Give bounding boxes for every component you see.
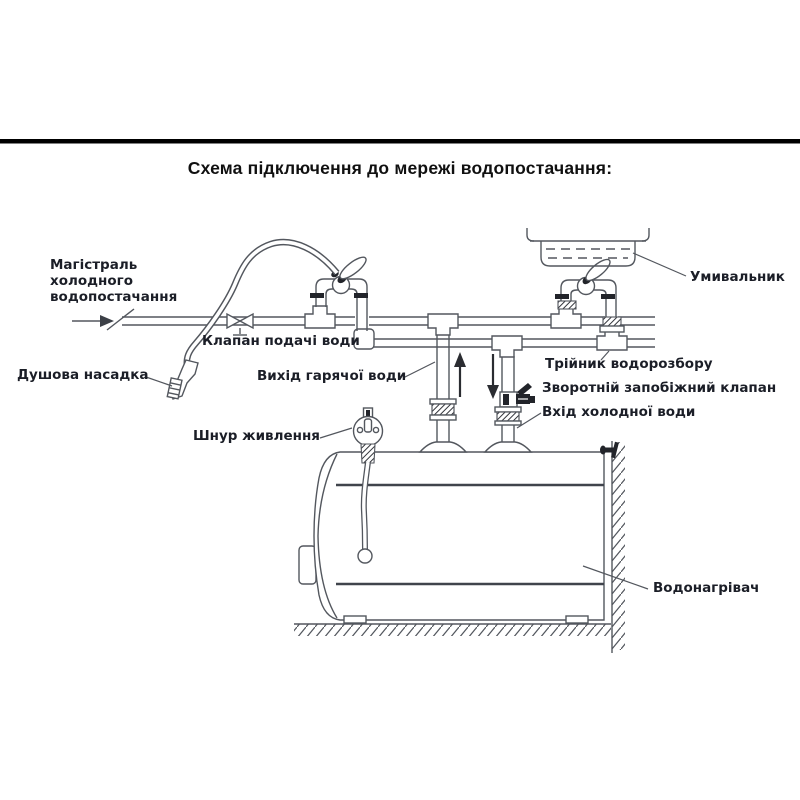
tee-cold-inlet <box>492 336 522 357</box>
tank-body <box>314 452 604 620</box>
cold-riser-union-nut <box>497 412 519 421</box>
hot-riser-flange <box>420 442 466 452</box>
label-water-heater: Водонагрівач <box>653 580 760 596</box>
cold-main-inlet <box>72 309 134 330</box>
shower-head <box>167 360 198 399</box>
basin-mixer-union-nut-hot <box>558 301 576 309</box>
safety-check-valve <box>500 383 535 407</box>
floor <box>294 624 611 636</box>
tee-hot-outlet <box>428 314 458 335</box>
water-heater-tank <box>299 452 604 623</box>
tee-water-distribution <box>597 330 627 350</box>
tank-foot-left <box>344 616 366 623</box>
wall-hatching <box>612 442 625 650</box>
tank-foot-right <box>566 616 588 623</box>
label-shower-head: Душова насадка <box>17 367 149 383</box>
flow-up-arrow-icon <box>454 352 466 397</box>
pipe-break-slash <box>107 309 134 330</box>
hot-riser-union-nut <box>432 404 454 415</box>
cord-end <box>358 549 372 563</box>
label-cold-main-line3: водопостачання <box>50 289 178 305</box>
mixer-lever-handle <box>337 254 369 282</box>
mixer-nut-left <box>555 294 569 299</box>
top-divider-rule <box>0 139 800 144</box>
label-power-cord: Шнур живлення <box>193 428 320 444</box>
cold-water-riser <box>485 354 535 452</box>
tee-shower-mixer <box>305 306 335 328</box>
label-cold-main-line1: Магістраль <box>50 257 138 273</box>
page-title: Схема підключення до мережі водопостачання: <box>187 158 613 178</box>
label-washbasin: Умивальник <box>690 269 785 285</box>
floor-hatching <box>294 624 611 636</box>
label-cold-water-inlet: Вхід холодної води <box>542 404 696 420</box>
washbasin <box>527 228 649 266</box>
flow-direction-arrow-icon <box>100 315 114 327</box>
label-supply-valve: Клапан подачі води <box>202 333 360 349</box>
label-cold-main-line2: холодного <box>50 273 133 289</box>
label-hot-water-outlet: Вихід гарячої води <box>257 368 407 384</box>
mixer-nut-left <box>310 293 324 298</box>
cold-riser-flange <box>485 442 531 452</box>
label-distribution-tee: Трійник водорозбору <box>545 356 713 372</box>
tank-side-flange <box>299 546 316 584</box>
label-check-valve: Зворотній запобіжний клапан <box>542 380 777 396</box>
mixer-nut-right <box>601 294 615 299</box>
flow-down-arrow-icon <box>487 354 499 399</box>
mixer-nut-right <box>354 293 368 298</box>
cord-strain-relief <box>361 444 375 463</box>
hot-water-riser <box>420 334 466 452</box>
